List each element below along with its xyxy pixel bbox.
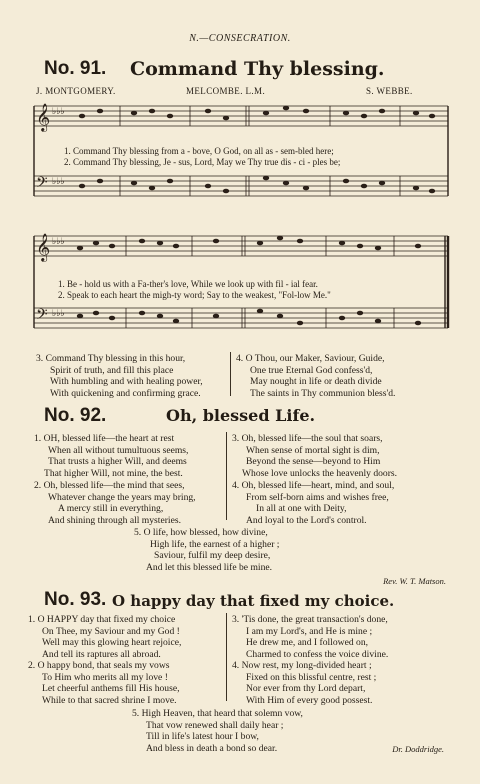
verse-line: Whose love unlocks the heavenly doors. — [242, 467, 398, 479]
verse-line: Saviour, fulfil my deep desire, — [154, 550, 271, 562]
hymn-91-lyric-line-1: 1. Command Thy blessing from a - bove, O God, on all as - sem-bled here; — [64, 146, 334, 156]
hymn-92-credit: Rev. W. T. Matson. — [383, 576, 446, 586]
column-divider — [230, 352, 231, 396]
hymn-91-verse-3 — [36, 353, 203, 399]
verse-line: 4. O Thou, our Maker, Saviour, Guide, — [236, 353, 385, 364]
hymn-91-tune: MELCOMBE. L.M. — [186, 86, 266, 96]
hymn-93-verse-3 — [232, 614, 388, 660]
verse-line: When sense of mortal sight is dim, — [246, 444, 380, 456]
verse-line: 3. 'Tis done, the great transaction's done, — [232, 614, 388, 625]
svg-text:♭♭♭: ♭♭♭ — [52, 308, 65, 318]
verse-line: 5. High Heaven, that heard that solemn vow, — [132, 708, 303, 719]
hymn-93-verse-4 — [232, 660, 376, 706]
column-divider — [226, 432, 227, 520]
verse-line: And loyal to the Lord's control. — [246, 514, 367, 526]
verse-line: 4. Oh, blessed life—heart, mind, and soul, — [232, 480, 395, 491]
hymn-92-verse-1 — [34, 433, 188, 479]
hymn-92-verse-3 — [232, 433, 397, 479]
hymn-93-credit: Dr. Doddridge. — [392, 744, 444, 754]
verse-line: Beyond the sense—beyond to Him — [246, 456, 381, 468]
hymn-91-lyric-line-2: 2. Command Thy blessing, Je - sus, Lord, May we Thy true dis - ci - ples be; — [64, 157, 341, 167]
verse-line: From self-born aims and wishes free, — [246, 491, 389, 503]
verse-line: That higher Will, not mine, the best. — [44, 467, 183, 479]
verse-line: And tell its raptures all abroad. — [42, 648, 161, 660]
verse-line: 2. O happy bond, that seals my vows — [28, 660, 170, 671]
verse-line: He drew me, and I followed on, — [246, 637, 369, 649]
section-header: N.—CONSECRATION. — [189, 33, 291, 44]
hymn-92-verse-2 — [34, 480, 196, 526]
svg-text:♭♭♭: ♭♭♭ — [52, 106, 65, 116]
verse-line: 1. OH, blessed life—the heart at rest — [34, 433, 175, 444]
verse-line: Charmed to confess the voice divine. — [246, 648, 389, 660]
column-divider — [226, 613, 227, 701]
hymn-92-verse-4 — [232, 480, 394, 526]
hymn-91-number: No. 91. — [44, 58, 107, 79]
verse-line: Till in life's latest hour I bow, — [146, 731, 259, 743]
svg-text:𝄢: 𝄢 — [36, 174, 48, 195]
verse-line: While to that sacred shrine I move. — [42, 694, 177, 706]
verse-line: 2. Oh, blessed life—the mind that sees, — [34, 480, 185, 491]
verse-line: 3. Oh, blessed life—the soul that soars, — [232, 433, 383, 444]
hymn-91-lyric-line-4: 2. Speak to each heart the migh-ty word; Say to the weakest, "Fol-low Me." — [58, 290, 331, 300]
hymn-93-verse-2 — [28, 660, 179, 706]
verse-line: Let cheerful anthems fill His house, — [42, 683, 180, 695]
hymn-93-number: No. 93. — [44, 589, 107, 610]
verse-line: Well may this glowing heart rejoice, — [42, 637, 182, 649]
verse-line: 5. O life, how blessed, how divine, — [134, 527, 268, 538]
hymn-91-author: J. MONTGOMERY. — [36, 86, 116, 96]
verse-line: A mercy still in everything, — [58, 503, 164, 515]
verse-line: The saints in Thy communion bless'd. — [250, 387, 396, 399]
verse-line: That vow renewed shall daily hear ; — [146, 719, 284, 731]
verse-line: And bless in death a bond so dear. — [146, 742, 278, 754]
svg-text:♭♭♭: ♭♭♭ — [52, 176, 65, 186]
verse-line: With quickening and confirming grace. — [50, 387, 201, 399]
hymn-91-composer: S. WEBBE. — [366, 86, 413, 96]
hymn-93-verse-1 — [28, 614, 181, 660]
verse-line: When all without tumultuous seems, — [48, 444, 189, 456]
verse-line: In all at one with Deity, — [256, 503, 347, 515]
svg-text:𝄞: 𝄞 — [36, 103, 51, 131]
verse-line: High life, the earnest of a higher ; — [150, 538, 280, 550]
hymn-91-title: Command Thy blessing. — [130, 58, 385, 80]
hymn-93-title: O happy day that fixed my choice. — [112, 592, 395, 610]
svg-text:𝄞: 𝄞 — [36, 233, 51, 261]
hymn-92-title: Oh, blessed Life. — [166, 406, 316, 425]
verse-line: 4. Now rest, my long-divided heart ; — [232, 660, 372, 671]
hymn-91-verse-4 — [236, 353, 395, 399]
verse-line: May nought in life or death divide — [250, 376, 382, 388]
verse-line: 3. Command Thy blessing in this hour, — [36, 353, 186, 364]
verse-line: On Thee, my Saviour and my God ! — [42, 625, 180, 637]
verse-line: With Him of every good possest. — [246, 694, 373, 706]
svg-text:♭♭♭: ♭♭♭ — [52, 236, 65, 246]
verse-line: With humbling and with healing power, — [50, 376, 203, 388]
hymn-92-verse-5 — [134, 527, 279, 573]
verse-line: Whatever change the years may bring, — [48, 491, 196, 503]
verse-line: To Him who merits all my love ! — [42, 671, 168, 683]
verse-line: One true Eternal God confess'd, — [250, 364, 373, 376]
verse-line: Spirit of truth, and fill this place — [50, 364, 174, 376]
svg-text:𝄢: 𝄢 — [36, 306, 48, 327]
hymn-93-verse-5 — [132, 708, 303, 754]
verse-line: That trusts a higher Will, and deems — [48, 456, 187, 468]
verse-line: Nor ever from thy Lord depart, — [246, 683, 366, 695]
hymn-92-number: No. 92. — [44, 405, 107, 426]
verse-line: I am my Lord's, and He is mine ; — [246, 625, 373, 637]
verse-line: And shining through all mysteries. — [48, 514, 181, 526]
verse-line: And let this blessed life be mine. — [146, 561, 273, 573]
verse-line: 1. O HAPPY day that fixed my choice — [28, 614, 176, 625]
verse-line: Fixed on this blissful centre, rest ; — [246, 671, 377, 683]
hymn-91-lyric-line-3: 1. Be - hold us with a Fa-ther's love, While we look up with fil - ial fear. — [58, 279, 318, 289]
